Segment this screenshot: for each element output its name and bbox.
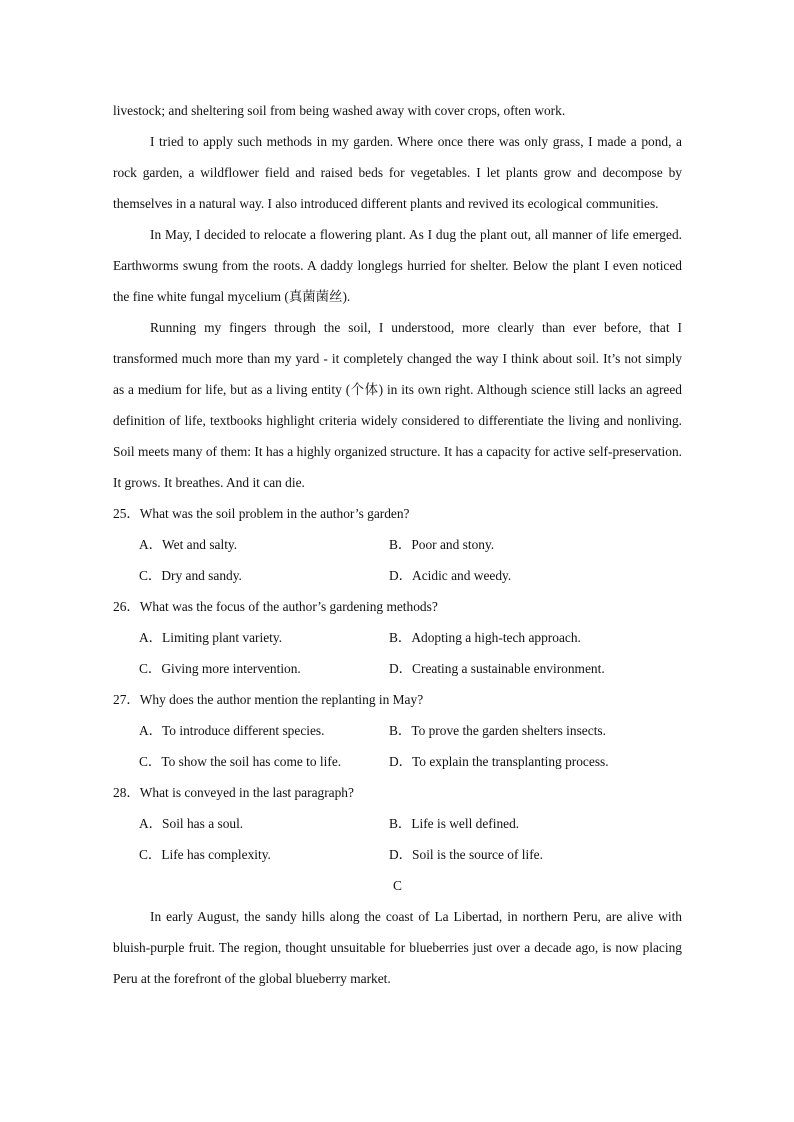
option-c: C．To show the soil has come to life.	[139, 754, 342, 769]
option-d: D．Soil is the source of life.	[389, 847, 543, 862]
option-c: C．Life has complexity.	[139, 847, 271, 862]
question-28	[113, 777, 682, 870]
option-row	[113, 529, 682, 560]
exam-page	[113, 95, 682, 994]
option-row	[113, 715, 682, 746]
question-26	[113, 591, 682, 684]
passage-paragraph: In May, I decided to relocate a flowering plant. As I dug the plant out, all manner of life emerged. Earthworms swung from the roots. A daddy longlegs hurried for shelter. Below the plant I even noticed the fine white fungal mycelium (真菌菌丝).	[113, 227, 682, 304]
option-d: D．Acidic and weedy.	[389, 568, 512, 583]
option-row	[113, 808, 682, 839]
question-stem: 25．What was the soil problem in the author’s garden?	[113, 506, 410, 521]
passage-paragraph: Running my fingers through the soil, I understood, more clearly than ever before, that I transformed much more than my yard - it completely changed the way I think about soil. It’s not simply as a medium for life, but as a living entity (个体) in its own right. Although science still lacks an agreed definition of life, textbooks highlight criteria widely considered to differentiate the living and nonliving. Soil meets many of them: It has a highly organized structure. It has a capacity for active self-preservation. It grows. It breathes. And it can die.	[113, 320, 682, 490]
option-d: D．Creating a sustainable environment.	[389, 661, 605, 676]
section-heading: C	[393, 878, 402, 893]
option-a: A．Limiting plant variety.	[139, 630, 283, 645]
option-row	[113, 622, 682, 653]
option-row	[113, 560, 682, 591]
passage-paragraph: In early August, the sandy hills along the coast of La Libertad, in northern Peru, are alive with bluish-purple fruit. The region, thought unsuitable for blueberries just over a decade ago, is now placing Peru at the forefront of the global blueberry market.	[113, 909, 682, 986]
option-d: D．To explain the transplanting process.	[389, 754, 609, 769]
option-c: C．Dry and sandy.	[139, 568, 242, 583]
option-a: A．Soil has a soul.	[139, 816, 244, 831]
question-stem: 27．Why does the author mention the replanting in May?	[113, 692, 424, 707]
question-stem: 26．What was the focus of the author’s gardening methods?	[113, 599, 438, 614]
option-b: B．Adopting a high-tech approach.	[389, 630, 581, 645]
option-b: B．Life is well defined.	[389, 816, 520, 831]
passage-paragraph: I tried to apply such methods in my garden. Where once there was only grass, I made a pond, a rock garden, a wildflower field and raised beds for vegetables. I let plants grow and decompose by themselves in a natural way. I also introduced different plants and revived its ecological communities.	[113, 134, 682, 211]
option-b: B．Poor and stony.	[389, 537, 495, 552]
option-row	[113, 746, 682, 777]
option-a: A．Wet and salty.	[139, 537, 238, 552]
question-25	[113, 498, 682, 591]
option-row	[113, 839, 682, 870]
passage-b	[113, 95, 682, 498]
passage-paragraph: livestock; and sheltering soil from being washed away with cover crops, often work.	[113, 103, 566, 118]
option-b: B．To prove the garden shelters insects.	[389, 723, 606, 738]
passage-c	[113, 901, 682, 994]
question-27	[113, 684, 682, 777]
question-stem: 28．What is conveyed in the last paragraph?	[113, 785, 354, 800]
option-a: A．To introduce different species.	[139, 723, 325, 738]
option-c: C．Giving more intervention.	[139, 661, 301, 676]
option-row	[113, 653, 682, 684]
